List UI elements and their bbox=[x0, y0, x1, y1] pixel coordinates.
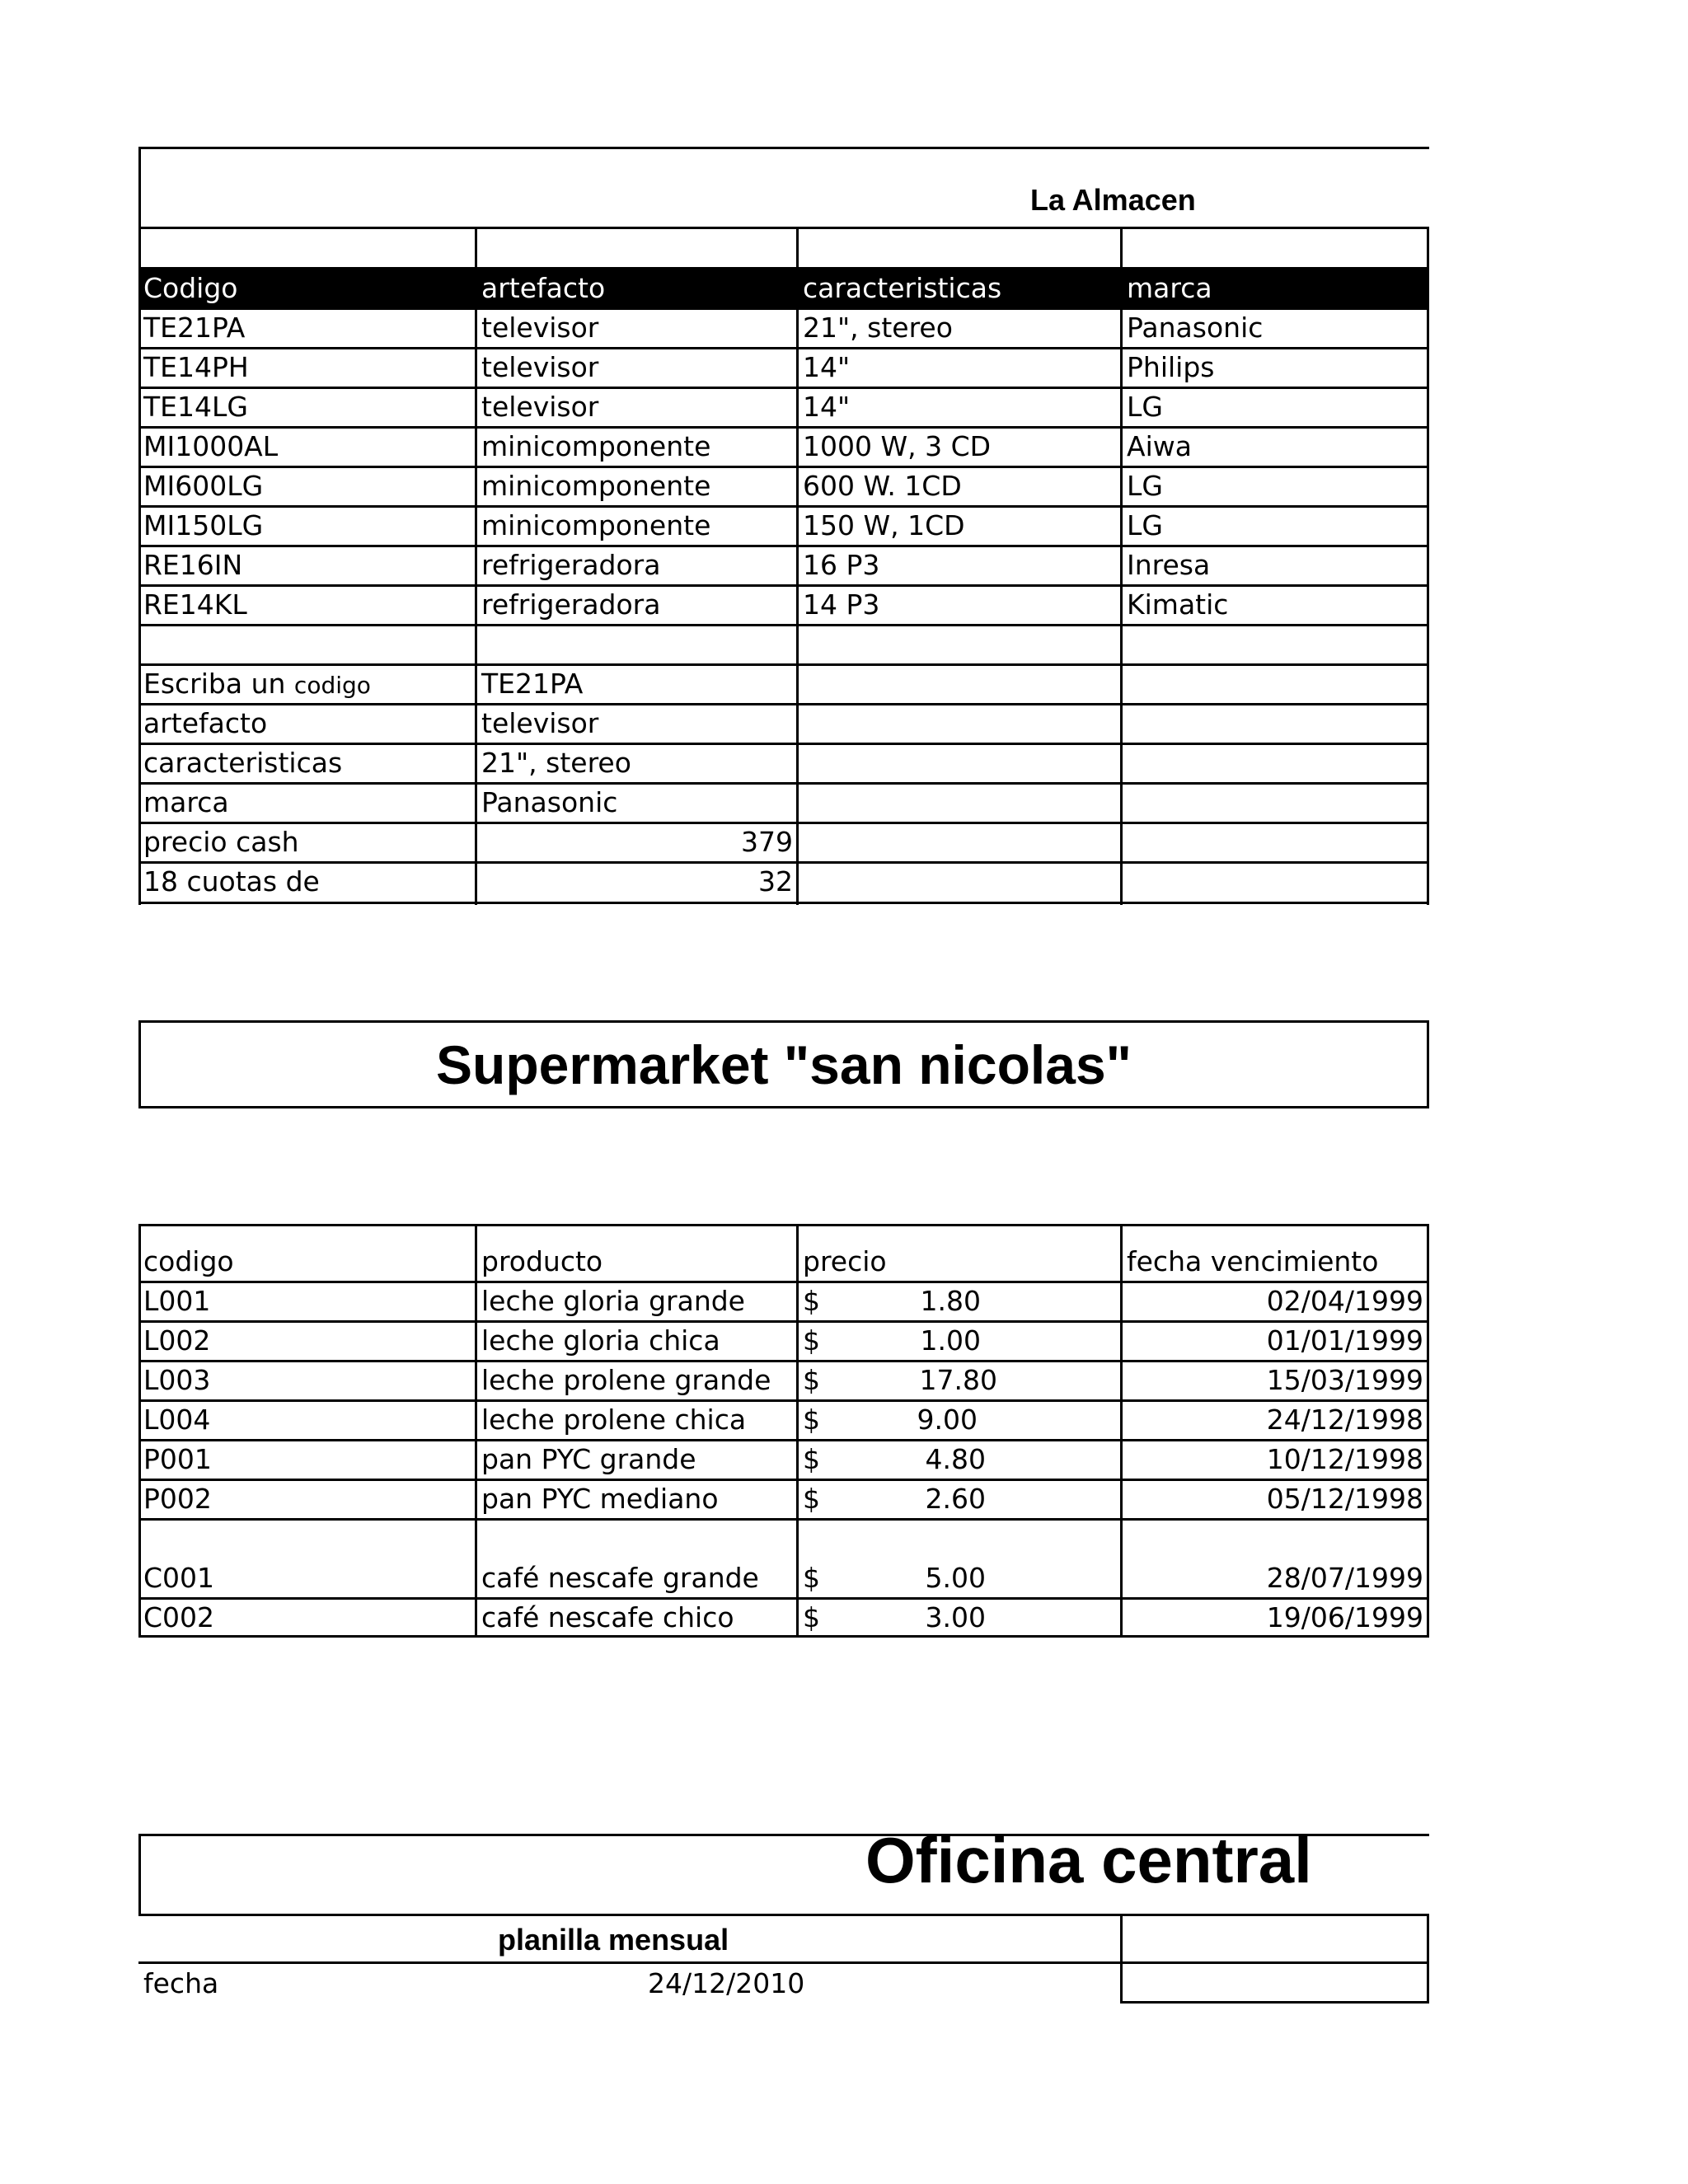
oficina-subtitle: planilla mensual bbox=[498, 1923, 729, 1957]
almacen-cell: televisor bbox=[481, 312, 599, 344]
almacen-col-line bbox=[475, 227, 477, 905]
almacen-cell: Aiwa bbox=[1127, 430, 1192, 462]
almacen-cell: Inresa bbox=[1127, 549, 1211, 581]
super-cell: C002 bbox=[143, 1601, 215, 1633]
oficina-line bbox=[138, 1914, 1429, 1916]
super-cell: café nescafe grande bbox=[481, 1562, 759, 1594]
almacen-col-line bbox=[796, 227, 799, 905]
almacen-cell: RE14KL bbox=[143, 588, 247, 621]
almacen-cell: MI150LG bbox=[143, 509, 264, 541]
super-cell-precio: 2.60 bbox=[925, 1483, 986, 1515]
almacen-cell: LG bbox=[1127, 509, 1163, 541]
almacen-row-line bbox=[138, 782, 1429, 785]
super-row-line bbox=[138, 1320, 1429, 1323]
super-cell: L001 bbox=[143, 1285, 211, 1317]
almacen-cell: 16 P3 bbox=[803, 549, 880, 581]
super-row-line bbox=[138, 1281, 1429, 1283]
oficina-title: Oficina central bbox=[865, 1824, 1312, 1896]
currency-symbol: $ bbox=[803, 1483, 820, 1515]
super-cell-fecha: 02/04/1999 bbox=[1266, 1285, 1423, 1317]
almacen-cell: 600 W. 1CD bbox=[803, 470, 962, 502]
super-cell-fecha: 01/01/1999 bbox=[1266, 1324, 1423, 1357]
lookup-marca-label: marca bbox=[143, 786, 229, 818]
super-cell: pan PYC grande bbox=[481, 1443, 696, 1475]
super-cell: leche gloria chica bbox=[481, 1324, 720, 1357]
super-col-line bbox=[138, 1224, 141, 1638]
almacen-row-line bbox=[138, 624, 1429, 626]
almacen-cell: TE21PA bbox=[143, 312, 246, 344]
super-cell: L003 bbox=[143, 1364, 211, 1396]
super-col-line bbox=[1120, 1224, 1123, 1638]
almacen-header-marca: marca bbox=[1127, 272, 1212, 304]
super-cell-fecha: 19/06/1999 bbox=[1266, 1601, 1423, 1633]
almacen-row-line bbox=[138, 387, 1429, 389]
super-cell-precio: 9.00 bbox=[917, 1404, 978, 1436]
super-cell-fecha: 10/12/1998 bbox=[1266, 1443, 1423, 1475]
almacen-cell: minicomponente bbox=[481, 470, 711, 502]
super-cell: leche prolene chica bbox=[481, 1404, 747, 1436]
super-header-precio: precio bbox=[803, 1245, 887, 1277]
almacen-cell: 14" bbox=[803, 391, 851, 423]
currency-symbol: $ bbox=[803, 1324, 820, 1357]
almacen-col-line bbox=[1120, 227, 1123, 905]
oficina-fecha-value: 24/12/2010 bbox=[648, 1967, 805, 1999]
almacen-cell: 21", stereo bbox=[803, 312, 953, 344]
lookup-prompt-main: Escriba un bbox=[143, 668, 286, 700]
currency-symbol: $ bbox=[803, 1443, 820, 1475]
super-row-line bbox=[138, 1439, 1429, 1441]
super-col-line bbox=[1427, 1224, 1429, 1638]
almacen-cell: refrigeradora bbox=[481, 549, 661, 581]
super-cell-fecha: 28/07/1999 bbox=[1266, 1562, 1423, 1594]
almacen-row-line bbox=[138, 307, 1429, 310]
super-row-line bbox=[138, 1224, 1429, 1226]
almacen-cell: Kimatic bbox=[1127, 588, 1229, 621]
lookup-prompt-label bbox=[143, 668, 371, 700]
almacen-row-line bbox=[138, 703, 1429, 705]
supermarket-title-box bbox=[138, 1020, 1429, 1108]
super-cell-precio: 1.80 bbox=[920, 1285, 981, 1317]
almacen-row-line bbox=[138, 822, 1429, 824]
almacen-cell: 14" bbox=[803, 351, 851, 383]
oficina-line bbox=[1120, 2001, 1429, 2004]
super-cell-fecha: 24/12/1998 bbox=[1266, 1404, 1423, 1436]
lookup-precio-value: 379 bbox=[741, 826, 793, 858]
almacen-row-line bbox=[138, 466, 1429, 468]
almacen-cell: TE14LG bbox=[143, 391, 248, 423]
almacen-header-bar bbox=[138, 267, 1429, 307]
almacen-row-line bbox=[138, 584, 1429, 587]
oficina-fecha-label: fecha bbox=[143, 1967, 219, 1999]
super-cell-precio: 3.00 bbox=[925, 1601, 986, 1633]
super-cell-fecha: 05/12/1998 bbox=[1266, 1483, 1423, 1515]
super-row-line bbox=[138, 1399, 1429, 1402]
almacen-right-border bbox=[1427, 227, 1429, 905]
almacen-cell: MI1000AL bbox=[143, 430, 279, 462]
lookup-marca-value: Panasonic bbox=[481, 786, 618, 818]
lookup-artefacto-value: televisor bbox=[481, 707, 599, 739]
lookup-cuotas-value: 32 bbox=[758, 865, 793, 898]
almacen-row-line bbox=[138, 663, 1429, 666]
almacen-cell: televisor bbox=[481, 391, 599, 423]
super-header-producto: producto bbox=[481, 1245, 603, 1277]
lookup-prompt-small: codigo bbox=[293, 672, 371, 699]
almacen-cell: LG bbox=[1127, 470, 1163, 502]
almacen-row-line bbox=[138, 505, 1429, 508]
almacen-header-artefacto: artefacto bbox=[481, 272, 606, 304]
lookup-artefacto-label: artefacto bbox=[143, 707, 268, 739]
currency-symbol: $ bbox=[803, 1601, 820, 1633]
almacen-cell: TE14PH bbox=[143, 351, 249, 383]
oficina-line bbox=[1120, 1914, 1123, 2004]
almacen-cell: minicomponente bbox=[481, 509, 711, 541]
super-cell: C001 bbox=[143, 1562, 215, 1594]
super-cell: pan PYC mediano bbox=[481, 1483, 719, 1515]
oficina-line bbox=[138, 1834, 141, 1916]
super-cell: P002 bbox=[143, 1483, 212, 1515]
almacen-cell: RE16IN bbox=[143, 549, 243, 581]
almacen-cell: Panasonic bbox=[1127, 312, 1264, 344]
super-cell: L004 bbox=[143, 1404, 211, 1436]
almacen-cell: refrigeradora bbox=[481, 588, 661, 621]
super-row-line bbox=[138, 1360, 1429, 1362]
almacen-cell: minicomponente bbox=[481, 430, 711, 462]
lookup-caracteristicas-value: 21", stereo bbox=[481, 747, 631, 779]
super-cell: L002 bbox=[143, 1324, 211, 1357]
super-row-line bbox=[138, 1635, 1429, 1638]
super-col-line bbox=[475, 1224, 477, 1638]
almacen-row-line bbox=[138, 227, 1429, 229]
almacen-row-line bbox=[138, 426, 1429, 429]
almacen-title: La Almacen bbox=[1030, 183, 1196, 217]
almacen-cell: televisor bbox=[481, 351, 599, 383]
almacen-cell: MI600LG bbox=[143, 470, 264, 502]
super-cell-precio: 17.80 bbox=[919, 1364, 997, 1396]
almacen-row-line bbox=[138, 861, 1429, 864]
super-cell: leche gloria grande bbox=[481, 1285, 745, 1317]
almacen-cell: 14 P3 bbox=[803, 588, 880, 621]
almacen-cell: 150 W, 1CD bbox=[803, 509, 965, 541]
lookup-precio-label: precio cash bbox=[143, 826, 299, 858]
currency-symbol: $ bbox=[803, 1364, 820, 1396]
almacen-row-line bbox=[138, 545, 1429, 547]
currency-symbol: $ bbox=[803, 1404, 820, 1436]
lookup-caracteristicas-label: caracteristicas bbox=[143, 747, 343, 779]
currency-symbol: $ bbox=[803, 1562, 820, 1594]
almacen-row-line bbox=[138, 743, 1429, 745]
almacen-cell: LG bbox=[1127, 391, 1163, 423]
super-col-line bbox=[796, 1224, 799, 1638]
super-row-line bbox=[138, 1518, 1429, 1521]
almacen-header-caracteristicas: caracteristicas bbox=[803, 272, 1002, 304]
lookup-code-input[interactable]: TE21PA bbox=[481, 668, 584, 700]
almacen-cell: 1000 W, 3 CD bbox=[803, 430, 992, 462]
super-row-line bbox=[138, 1597, 1429, 1600]
lookup-cuotas-label: 18 cuotas de bbox=[143, 865, 320, 898]
super-cell: café nescafe chico bbox=[481, 1601, 734, 1633]
currency-symbol: $ bbox=[803, 1285, 820, 1317]
super-header-codigo: codigo bbox=[143, 1245, 234, 1277]
super-cell-precio: 1.00 bbox=[920, 1324, 981, 1357]
almacen-top-border bbox=[138, 147, 1429, 149]
almacen-cell: Philips bbox=[1127, 351, 1215, 383]
oficina-line bbox=[138, 1961, 1429, 1964]
oficina-line bbox=[1427, 1914, 1429, 2004]
super-cell-precio: 4.80 bbox=[925, 1443, 986, 1475]
super-cell-fecha: 15/03/1999 bbox=[1266, 1364, 1423, 1396]
supermarket-title: Supermarket "san nicolas" bbox=[436, 1034, 1132, 1095]
almacen-header-codigo: Codigo bbox=[143, 272, 238, 304]
almacen-left-border bbox=[138, 147, 141, 905]
almacen-row-line bbox=[138, 902, 1429, 904]
super-header-fecha: fecha vencimiento bbox=[1127, 1245, 1379, 1277]
super-cell: P001 bbox=[143, 1443, 212, 1475]
almacen-row-line bbox=[138, 347, 1429, 349]
super-cell: leche prolene grande bbox=[481, 1364, 771, 1396]
super-cell-precio: 5.00 bbox=[925, 1562, 986, 1594]
super-row-line bbox=[138, 1479, 1429, 1481]
